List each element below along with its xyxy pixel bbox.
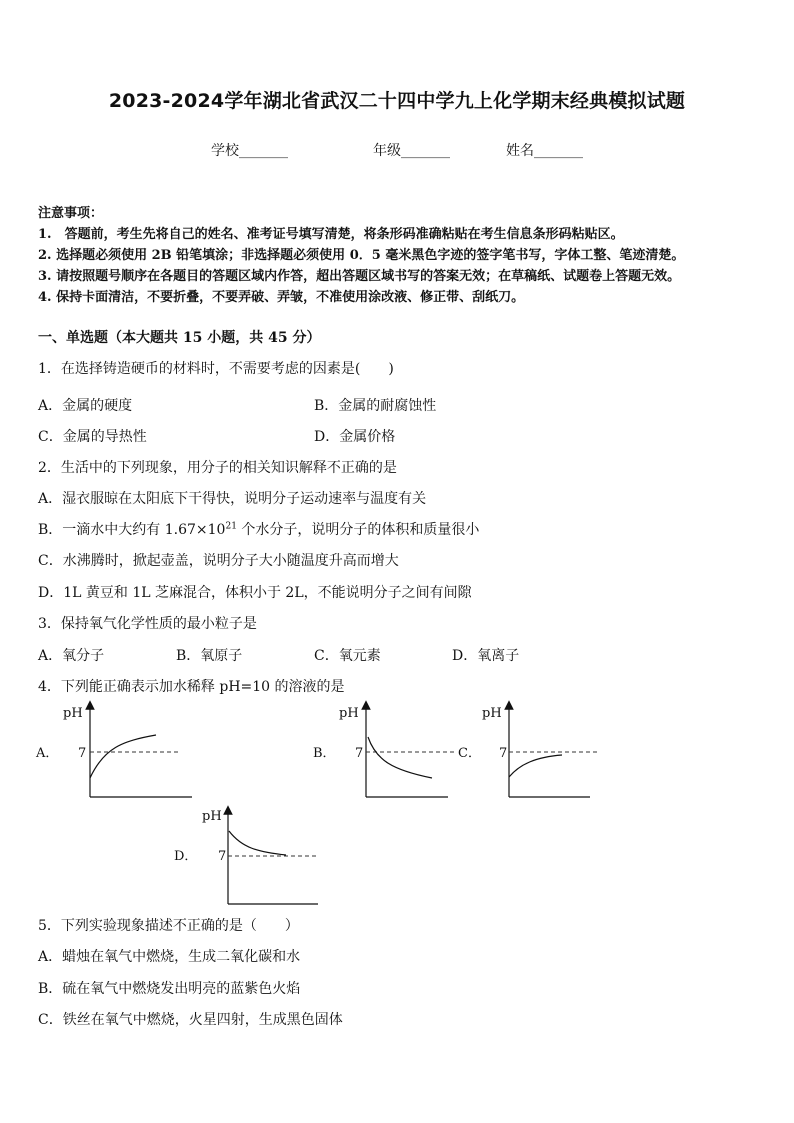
q4-stem: 4．下列能正确表示加水稀释 pH=10 的溶液的是: [38, 679, 345, 695]
q1-stem: [38, 358, 393, 378]
q2-stem: 2．生活中的下列现象，用分子的相关知识解释不正确的是: [38, 460, 397, 476]
q4-d-ph-label: pH: [202, 809, 222, 824]
q4-option-b-label: B．: [313, 746, 336, 761]
q4-option-d-label: D．: [174, 849, 198, 864]
q5-option-c: C．铁丝在氧气中燃烧，火星四射，生成黑色固体: [38, 1012, 343, 1028]
q4-c-ph-label: pH: [482, 706, 502, 721]
exam-title: 2023-2024学年湖北省武汉二十四中学九上化学期末经典模拟试题: [108, 90, 686, 112]
school-field: 学校_______: [211, 143, 288, 159]
q2-option-b: [38, 519, 479, 539]
q3-option-b: B．氧原子: [176, 648, 243, 664]
q1-stem-text: 1．在选择铸造硬币的材料时，不需要考虑的因素是: [38, 361, 355, 377]
q2-option-b-exponent: 21: [225, 521, 237, 532]
notes-heading: 注意事项：: [38, 206, 104, 221]
q3-stem: 3．保持氧气化学性质的最小粒子是: [38, 616, 257, 632]
q1-option-d: D．金属价格: [314, 429, 396, 445]
note-item-2: 2. 选择题必须使用 2B 铅笔填涂；非选择题必须使用 0．5 毫米黑色字迹的签字笔书写，字体工整、笔迹清楚。: [38, 248, 685, 263]
q4-c-curve: [509, 755, 562, 777]
q3-option-c: C．氧元素: [314, 648, 381, 664]
q1-option-c: C．金属的导热性: [38, 429, 147, 445]
q4-graph-c: [458, 705, 598, 797]
q2-option-d: D．1L 黄豆和 1L 芝麻混合，体积小于 2L，不能说明分子之间有间隙: [38, 585, 472, 601]
q4-option-a-label: A．: [36, 746, 59, 761]
q4-graph-d: [174, 809, 318, 904]
q4-b-seven-label: 7: [355, 746, 364, 761]
q5-option-b: B．硫在氧气中燃烧发出明亮的蓝紫色火焰: [38, 981, 301, 997]
q4-c-seven-label: 7: [499, 746, 508, 761]
q2-option-c: C．水沸腾时，掀起壶盖，说明分子大小随温度升高而增大: [38, 553, 399, 569]
q3-option-a: A．氧分子: [38, 648, 105, 664]
note-item-3: 3. 请按照题号顺序在各题目的答题区域内作答，超出答题区域书写的答案无效；在草稿纸、试题卷上答题无效。: [38, 269, 681, 284]
section-heading: 一、单选题（本大题共 15 小题，共 45 分）: [38, 330, 321, 346]
q1-option-a: A．金属的硬度: [38, 398, 133, 414]
q5-option-a: A．蜡烛在氧气中燃烧，生成二氧化碳和水: [38, 949, 301, 965]
q5-stem: 5．下列实验现象描述不正确的是（ ）: [38, 918, 299, 934]
grade-field: 年级_______: [373, 143, 450, 159]
q1-answer-paren: ( ): [354, 361, 394, 377]
q3-option-d: D．氧离子: [452, 648, 520, 664]
q4-b-curve: [368, 737, 432, 778]
q4-a-seven-label: 7: [78, 746, 87, 761]
q1-option-b: B．金属的耐腐蚀性: [314, 398, 437, 414]
q4-a-ph-label: pH: [63, 706, 83, 721]
q4-d-curve: [229, 831, 286, 855]
q4-b-ph-label: pH: [339, 706, 359, 721]
q4-a-curve: [90, 735, 156, 778]
q4-graph-b: [313, 705, 456, 797]
q2-option-a: A．湿衣服晾在太阳底下干得快，说明分子运动速率与温度有关: [38, 491, 427, 507]
note-item-1: 1. 答题前，考生先将自己的姓名、准考证号填写清楚，将条形码准确粘贴在考生信息条形码粘贴区。: [38, 227, 624, 242]
q4-graph-a: [35, 705, 192, 797]
q2-option-b-post: 个水分子，说明分子的体积和质量很小: [236, 522, 480, 538]
note-item-4: 4. 保持卡面清洁，不要折叠，不要弄破、弄皱，不准使用涂改液、修正带、刮纸刀。: [38, 290, 525, 305]
q4-option-c-label: C．: [458, 746, 481, 761]
q2-option-b-pre: B．一滴水中大约有 1.67×10: [38, 522, 226, 538]
name-field: 姓名_______: [506, 143, 583, 159]
q4-d-seven-label: 7: [218, 849, 227, 864]
